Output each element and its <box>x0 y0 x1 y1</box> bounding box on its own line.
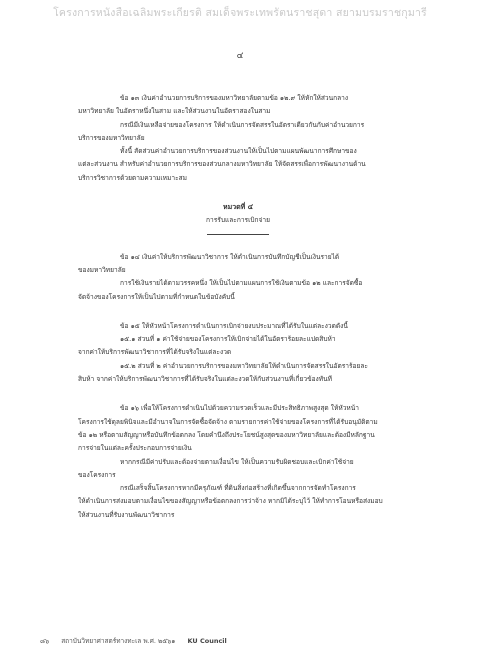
clause-13-line-7: บริการวิชาการด้วยตามความเหมาะสม <box>78 173 187 182</box>
clause-13-line-4: บริการของมหาวิทยาลัย <box>78 133 145 142</box>
clause-13-line-6: แต่ละส่วนงาน สำหรับค่าอำนวยการบริการของส่วนกลางมหาวิทยาลัย ให้จัดสรรเพื่อการพัฒนางานด้าน <box>78 160 366 169</box>
clause-16-line-8: ให้ดำเนินการส่งมอบตามเงื่อนไขของสัญญาหรือข้อตกลงการว่าจ้าง หากมิได้ระบุไว้ ให้ทำการโอนหรือส่งมอบ <box>78 497 383 506</box>
clause-16-line-1: ข้อ ๑๖ เพื่อให้โครงการดำเนินไปด้วยความรวดเร็วและมีประสิทธิภาพสูงสุด ให้หัวหน้า <box>120 404 359 413</box>
clause-15-line-1: ข้อ ๑๕ ให้หัวหน้าโครงการดำเนินการเบิกจ่ายงบประมาณที่ได้รับในแต่ละงวดดังนี้ <box>120 321 348 330</box>
clause-15-line-3: จากค่าให้บริการพัฒนาวิชาการที่ได้รับจริงในแต่ละงวด <box>78 348 232 357</box>
clause-15-line-4: ๑๕.๒ ส่วนที่ ๒ ค่าอำนวยการบริการของมหาวิทยาลัยให้ดำเนินการจัดสรรในอัตราร้อยละ <box>120 361 368 370</box>
clause-16-line-5: หากกรณีมีค่าปรับและต้องจ่ายตามเงื่อนไข ให้เป็นความรับผิดชอบและเบิกค่าใช้จ่าย <box>120 457 354 466</box>
clause-16-line-3: ข้อ ๑๒ หรือตามสัญญาหรือบันทึกข้อตกลง โดยคำนึงถึงประโยชน์สูงสุดของมหาวิทยาลัยและต้องมีหลักฐาน <box>78 430 375 439</box>
page-number-symbol: ๔ <box>236 51 244 61</box>
clause-15-line-5: สิบห้า จากค่าให้บริการพัฒนาวิชาการที่ได้รับจริงในแต่ละงวดให้กับส่วนงานที่เกี่ยวข้องทันที <box>78 375 332 384</box>
footer-page-number: ๘๖ <box>40 637 50 645</box>
clause-16-line-2: โครงการใช้ดุลยพินิจและมีอำนาจในการจัดซื้อจัดจ้าง ตามรายการค่าใช้จ่ายของโครงการที่ได้รับอนุมัติตาม <box>78 417 378 426</box>
document-body <box>78 92 398 522</box>
clause-14-line-4: จัดจ้างของโครงการให้เป็นไปตามที่กำหนดในข้อบังคับนี้ <box>78 292 235 301</box>
clause-16-line-6: ของโครงการ <box>78 470 116 479</box>
clause-13-line-1: ข้อ ๑๓ เงินค่าอำนวยการบริการของมหาวิทยาลัยตามข้อ ๑๒.๙ ให้หักให้ส่วนกลาง <box>120 94 349 102</box>
clause-14-line-1: ข้อ ๑๔ เงินค่าให้บริการพัฒนาวิชาการ ให้ดำเนินการบันทึกบัญชีเป็นเงินรายได้ <box>120 252 340 261</box>
running-header: โครงการหนังสือเฉลิมพระเกียรติ สมเด็จพระเทพรัตนราชสุดา สยามบรมราชกุมารี <box>53 7 427 19</box>
clause-16-line-9: ให้ส่วนงานที่รับงานพัฒนาวิชาการ <box>78 510 175 519</box>
clause-14-line-3: การใช้เงินรายได้ตามวรรคหนึ่ง ให้เป็นไปตามแผนการใช้เงินตามข้อ ๑๒ และการจัดซื้อ <box>120 279 363 288</box>
chapter-title: การรับและการเบิกจ่าย <box>206 216 270 225</box>
footer-publication: สถาบันวิทยาศาสตร์ทางทะเล พ.ศ. ๒๕๖๑ <box>61 637 176 645</box>
clause-14-line-2: ของมหาวิทยาลัย <box>78 265 126 274</box>
clause-16-line-4: การจ่ายในแต่ละครั้งประกอบการจ่ายเงิน <box>78 444 192 453</box>
clause-13-line-2: มหาวิทยาลัย ในอัตราหนึ่งในสาม และให้ส่วนงานในอัตราสองในสาม <box>78 107 271 116</box>
clause-15-line-2: ๑๕.๑ ส่วนที่ ๑ ค่าใช้จ่ายของโครงการให้เบิกจ่ายได้ในอัตราร้อยละแปดสิบห้า <box>120 335 336 344</box>
clause-13-line-3: กรณีมีเงินเหลือจ่ายของโครงการ ให้ดำเนินการจัดสรรในอัตราเดียวกันกับค่าอำนวยการ <box>120 120 365 129</box>
clause-16-line-7: กรณีเสร็จสิ้นโครงการหากมีครุภัณฑ์ ที่ดินสิ่งก่อสร้างที่เกิดขึ้นจากการจัดทำโครงการ <box>120 484 356 493</box>
chapter-number: หมวดที่ ๔ <box>222 203 254 212</box>
footer-brand: KU Council <box>187 637 227 645</box>
clause-13-line-5: ทั้งนี้ สัดส่วนค่าอำนวยการบริการของส่วนงานให้เป็นไปตามแผนพัฒนาการศึกษาของ <box>120 147 357 156</box>
page-footer <box>40 636 460 650</box>
